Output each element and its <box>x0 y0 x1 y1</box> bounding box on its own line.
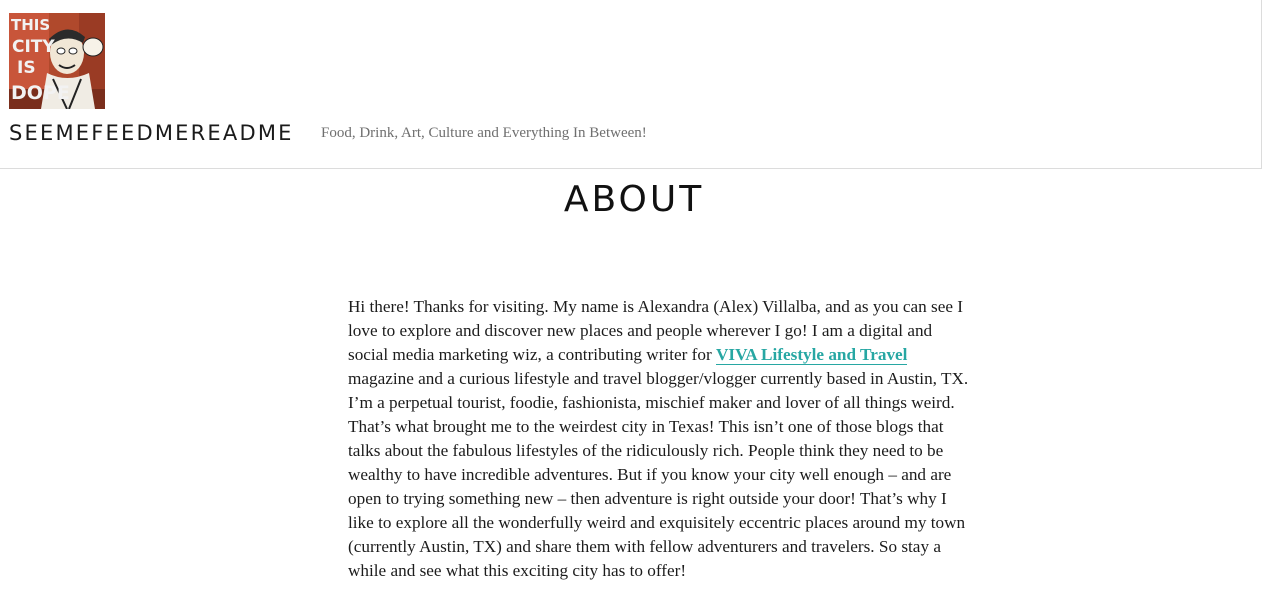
logo-graffiti-image <box>9 13 105 109</box>
site-title-link[interactable]: SEEMEFEEDMEREADME <box>9 121 294 145</box>
svg-text:IS: IS <box>17 58 36 78</box>
about-paragraph <box>348 295 970 583</box>
site-header <box>0 0 1262 169</box>
site-tagline: Food, Drink, Art, Culture and Everything In Between! <box>321 125 647 141</box>
svg-text:CITY: CITY <box>12 37 55 57</box>
about-text-body: magazine and a curious lifestyle and travel blogger/vlogger currently based in Austin, TX. I’m a perpetual tourist, foodie, fashionista, mischief maker and lover of all things weird. That’s what brought me to the weirdest city in Texas! This isn’t one of those blogs that talks about the fabulous lifestyles of the ridiculously rich. People think they need to be wealthy to have incredible adventures. But if you know your city well enough – and are open to trying something new – then adventure is right outside your door! That’s why I like to explore all the wonderfully weird and exquisitely eccentric places around my town (currently Austin, TX) and share them with fellow adventurers and travelers. So stay a while and see what this exciting city has to offer! <box>348 369 969 580</box>
svg-text:DOPE: DOPE <box>11 82 70 104</box>
svg-text:THIS: THIS <box>11 16 51 34</box>
about-text-intro: Hi there! Thanks for visiting. My name is Alexandra (Alex) Villalba, and as you can see I love to explore and discover new places and people wherever I go! I am a digital and social media marketing wiz, a contributing writer for <box>348 297 964 364</box>
viva-magazine-link[interactable]: VIVA Lifestyle and Travel <box>715 345 908 364</box>
site-logo[interactable] <box>9 13 105 109</box>
page-title: ABOUT <box>563 179 705 220</box>
